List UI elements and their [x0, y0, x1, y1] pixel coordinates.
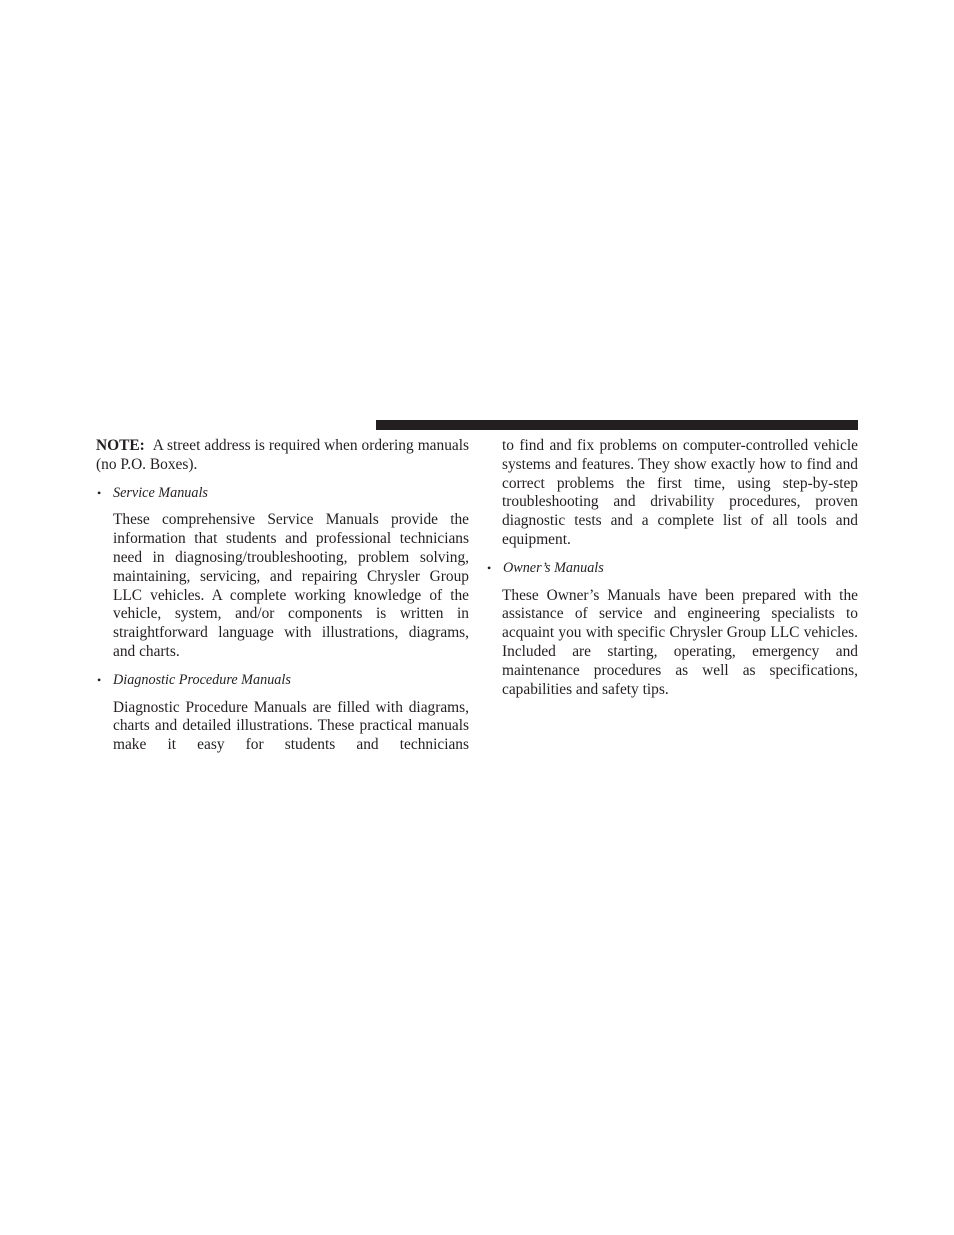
bullet-title: Service Manuals [113, 484, 208, 501]
owners-manuals-description: These Owner’s Manuals have been prepared with the assistance of service and engineering specialists to acquaint you with specific Chrysler Group LLC vehicles. Included are starting, operating, emergency and maintenance procedures as well as specifications, capabilities and safety tips. [502, 586, 858, 698]
right-column [487, 437, 858, 708]
section-header-bar [376, 420, 858, 430]
bullet-title: Owner’s Manuals [503, 559, 604, 576]
diagnostic-manuals-description-continued: to find and fix problems on computer-controlled vehicle systems and features. They show exactly how to find and correct problems the first time, using step-by-step troubleshooting and drivability procedures, proven diagnostic tests and a complete list of all tools and equipment. [502, 437, 858, 548]
note-text: A street address is required when ordering manuals (no P.O. Boxes). [96, 437, 469, 473]
bullet-diagnostic-procedure-manuals [96, 671, 469, 690]
bullet-title: Diagnostic Procedure Manuals [113, 671, 291, 688]
note-paragraph [96, 437, 469, 475]
service-manuals-description: These comprehensive Service Manuals provide the information that students and professional technicians need in diagnosing/troubleshooting, problem solving, maintaining, servicing, and repairing Chrysler Group LLC vehicles. A complete working knowledge of the vehicle, system, and/or components is written in straightforward language with illustrations, diagrams, and charts. [113, 511, 469, 660]
bullet-icon: • [97, 672, 102, 687]
note-label: NOTE: [96, 437, 145, 454]
diagnostic-manuals-description: Diagnostic Procedure Manuals are filled with diagrams, charts and detailed illustrations. These practical manuals make it easy for students and technicians [113, 698, 469, 754]
bullet-service-manuals [96, 484, 469, 503]
left-column [96, 437, 469, 764]
bullet-icon: • [97, 485, 102, 500]
bullet-owners-manuals [486, 559, 858, 578]
bullet-icon: • [487, 560, 492, 575]
